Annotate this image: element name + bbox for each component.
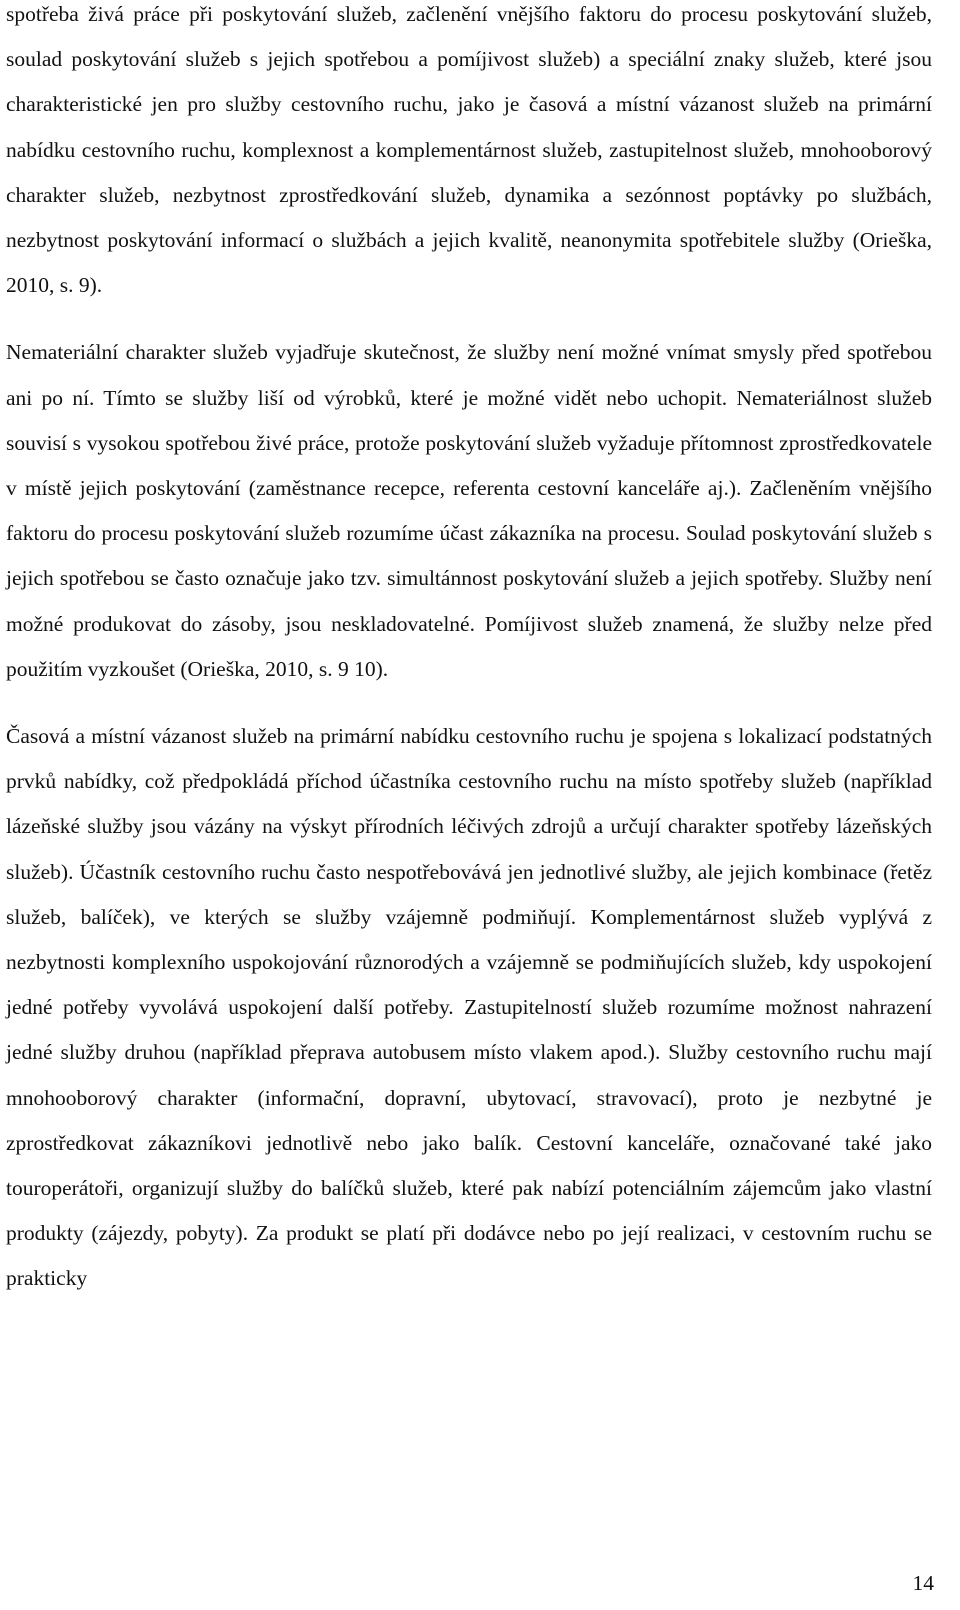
- paragraph-time-place-binding: Časová a místní vázanost služeb na primární nabídku cestovního ruchu je spojena s lokalizací podstatných prvků nabídky, což předpokládá příchod účastníka cestovního ruchu na místo spotřeby služeb (například lázeňské služby jsou vázány na výskyt přírodních léčivých zdrojů a určují charakter spotřeby lázeňských služeb). Účastník cestovního ruchu často nespotřebovává jen jednotlivé služby, ale jejich kombinace (řetěz služeb, balíček), ve kterých se služby vzájemně podmiňují. Komplementárnost služeb vyplývá z nezbytnosti komplexního uspokojování různorodých a vzájemně se podmiňujících služeb, kdy uspokojení jedné potřeby vyvolává uspokojení další potřeby. Zastupitelností služeb rozumíme možnost nahrazení jedné služby druhou (například přeprava autobusem místo vlakem apod.). Služby cestovního ruchu mají mnohooborový charakter (informační, dopravní, ubytovací, stravovací), proto je nezbytné je zprostředkovat zákazníkovi jednotlivě nebo jako balík. Cestovní kanceláře, označované také jako touroperátoři, organizují služby do balíčků služeb, které pak nabízí potenciálním zájemcům jako vlastní produkty (zájezdy, pobyty). Za produkt se platí při dodávce nebo po její realizaci, v cestovním ruchu se prakticky: [6, 724, 932, 1291]
- paragraph-service-characteristics: spotřeba živá práce při poskytování služeb, začlenění vnějšího faktoru do procesu poskytování služeb, soulad poskytování služeb s jejich spotřebou a pomíjivost služeb) a speciální znaky služeb, které jsou charakteristické jen pro služby cestovního ruchu, jako je časová a místní vázanost služeb na primární nabídku cestovního ruchu, komplexnost a komplementárnost služeb, zastupitelnost služeb, mnohooborový charakter služeb, nezbytnost zprostředkování služeb, dynamika a sezónnost poptávky po službách, nezbytnost poskytování informací o službách a jejich kvalitě, neanonymita spotřebitele služby (Orieška, 2010, s. 9).: [6, 2, 932, 298]
- page-number: 14: [912, 1571, 934, 1595]
- document-page: [6, 0, 932, 1302]
- paragraph-intangibility: Nemateriální charakter služeb vyjadřuje skutečnost, že služby není možné vnímat smysly před spotřebou ani po ní. Tímto se služby liší od výrobků, které je možné vidět nebo uchopit. Nemateriálnost služeb souvisí s vysokou spotřebou živé práce, protože poskytování služeb vyžaduje přítomnost zprostředkovatele v místě jejich poskytování (zaměstnance recepce, referenta cestovní kanceláře aj.). Začleněním vnějšího faktoru do procesu poskytování služeb rozumíme účast zákazníka na procesu. Soulad poskytování služeb s jejich spotřebou se často označuje jako tzv. simultánnost poskytování služeb a jejich spotřeby. Služby není možné produkovat do zásoby, jsou neskladovatelné. Pomíjivost služeb znamená, že služby nelze před použitím vyzkoušet (Orieška, 2010, s. 9 10).: [6, 340, 932, 681]
